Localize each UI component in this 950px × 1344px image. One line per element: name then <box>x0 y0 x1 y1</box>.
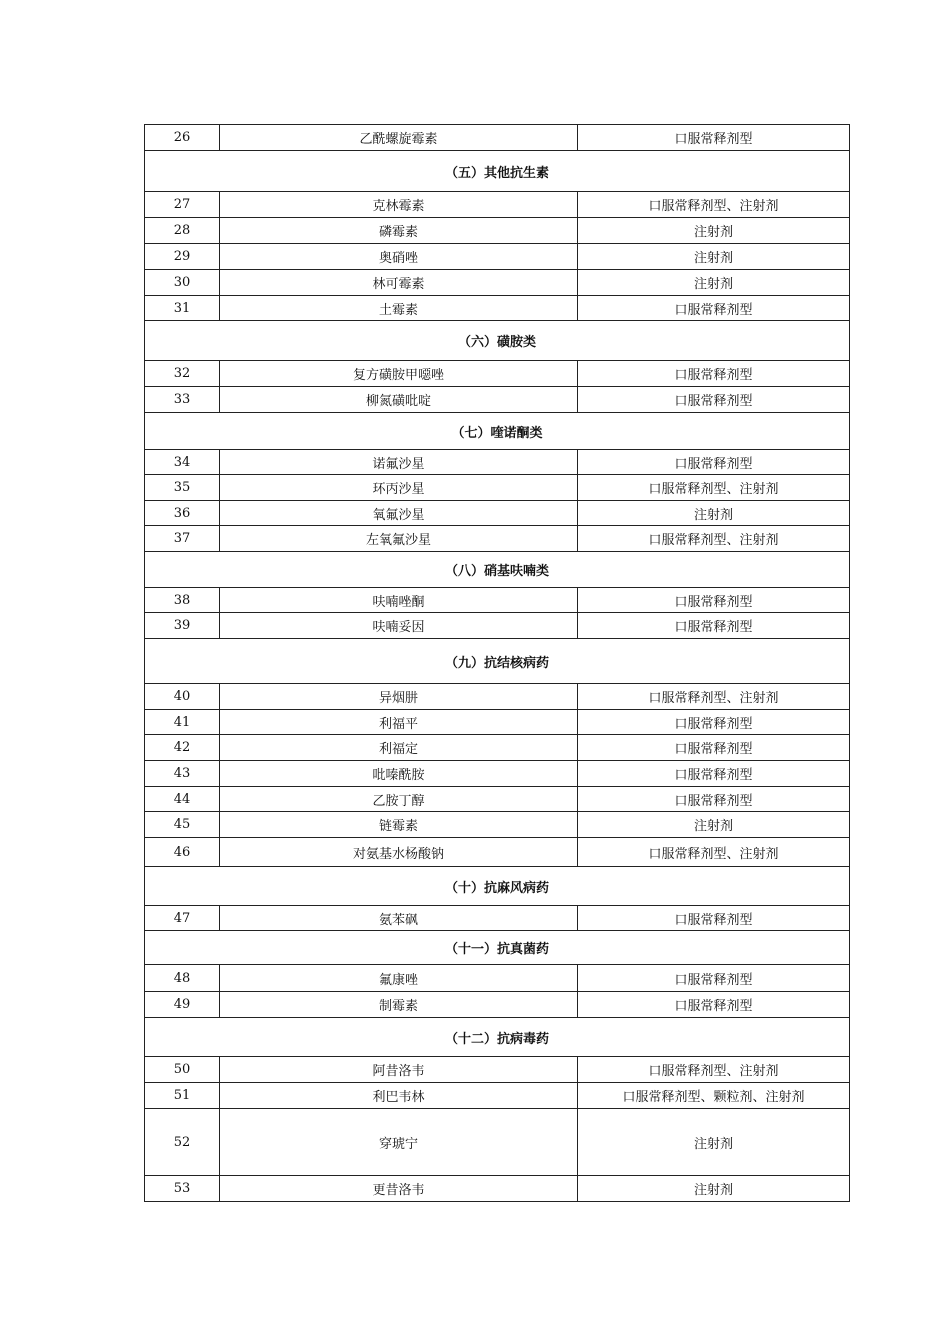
section-title: （七）喹诺酮类 <box>145 413 850 450</box>
drug-row <box>145 387 850 413</box>
dosage-form: 口服常释剂型、注射剂 <box>578 838 850 867</box>
drug-row <box>145 218 850 244</box>
drug-name: 呋喃妥因 <box>220 613 578 639</box>
drug-row <box>145 684 850 710</box>
dosage-form: 口服常释剂型 <box>578 125 850 151</box>
item-number: 41 <box>145 710 220 735</box>
dosage-form: 口服常释剂型 <box>578 761 850 787</box>
dosage-form: 注射剂 <box>578 218 850 244</box>
dosage-form: 口服常释剂型 <box>578 992 850 1018</box>
drug-name: 土霉素 <box>220 296 578 321</box>
item-number: 36 <box>145 501 220 526</box>
drug-row <box>145 1057 850 1083</box>
item-number: 49 <box>145 992 220 1018</box>
dosage-form: 口服常释剂型、注射剂 <box>578 1057 850 1083</box>
drug-name: 呋喃唑酮 <box>220 588 578 613</box>
dosage-form: 口服常释剂型 <box>578 387 850 413</box>
section-header-row <box>145 931 850 965</box>
drug-name: 诺氟沙星 <box>220 450 578 475</box>
drug-row <box>145 588 850 613</box>
dosage-form: 口服常释剂型 <box>578 450 850 475</box>
item-number: 40 <box>145 684 220 710</box>
drug-name: 利巴韦林 <box>220 1083 578 1109</box>
dosage-form: 口服常释剂型、注射剂 <box>578 192 850 218</box>
drug-name: 林可霉素 <box>220 270 578 296</box>
drug-row <box>145 906 850 931</box>
item-number: 44 <box>145 787 220 812</box>
drug-name: 氨苯砜 <box>220 906 578 931</box>
drug-name: 吡嗪酰胺 <box>220 761 578 787</box>
dosage-form: 口服常释剂型 <box>578 361 850 387</box>
drug-name: 氟康唑 <box>220 965 578 992</box>
drug-name: 链霉素 <box>220 812 578 838</box>
drug-name: 对氨基水杨酸钠 <box>220 838 578 867</box>
section-title: （五）其他抗生素 <box>145 151 850 192</box>
item-number: 43 <box>145 761 220 787</box>
drug-name: 更昔洛韦 <box>220 1176 578 1202</box>
item-number: 27 <box>145 192 220 218</box>
drug-name: 乙酰螺旋霉素 <box>220 125 578 151</box>
drug-list-table <box>144 124 850 1202</box>
drug-row <box>145 244 850 270</box>
item-number: 28 <box>145 218 220 244</box>
section-header-row <box>145 151 850 192</box>
dosage-form: 口服常释剂型 <box>578 787 850 812</box>
drug-row <box>145 1176 850 1202</box>
dosage-form: 注射剂 <box>578 1176 850 1202</box>
drug-row <box>145 125 850 151</box>
dosage-form: 口服常释剂型 <box>578 296 850 321</box>
dosage-form: 注射剂 <box>578 270 850 296</box>
item-number: 38 <box>145 588 220 613</box>
drug-name: 氧氟沙星 <box>220 501 578 526</box>
item-number: 34 <box>145 450 220 475</box>
item-number: 32 <box>145 361 220 387</box>
drug-row <box>145 1109 850 1176</box>
item-number: 45 <box>145 812 220 838</box>
section-title: （十）抗麻风病药 <box>145 867 850 906</box>
dosage-form: 口服常释剂型 <box>578 965 850 992</box>
dosage-form: 注射剂 <box>578 244 850 270</box>
dosage-form: 口服常释剂型、颗粒剂、注射剂 <box>578 1083 850 1109</box>
item-number: 42 <box>145 735 220 761</box>
item-number: 26 <box>145 125 220 151</box>
drug-name: 奥硝唑 <box>220 244 578 270</box>
drug-row <box>145 812 850 838</box>
drug-name: 左氧氟沙星 <box>220 526 578 552</box>
dosage-form: 口服常释剂型、注射剂 <box>578 526 850 552</box>
drug-name: 利福定 <box>220 735 578 761</box>
item-number: 37 <box>145 526 220 552</box>
drug-name: 复方磺胺甲噁唑 <box>220 361 578 387</box>
section-title: （十一）抗真菌药 <box>145 931 850 965</box>
section-title: （十二）抗病毒药 <box>145 1018 850 1057</box>
dosage-form: 口服常释剂型 <box>578 588 850 613</box>
dosage-form: 口服常释剂型 <box>578 613 850 639</box>
drug-row <box>145 838 850 867</box>
section-title: （六）磺胺类 <box>145 321 850 361</box>
drug-row <box>145 735 850 761</box>
item-number: 39 <box>145 613 220 639</box>
drug-row <box>145 501 850 526</box>
item-number: 50 <box>145 1057 220 1083</box>
dosage-form: 口服常释剂型 <box>578 735 850 761</box>
item-number: 35 <box>145 475 220 501</box>
drug-row <box>145 1083 850 1109</box>
drug-row <box>145 613 850 639</box>
drug-name: 克林霉素 <box>220 192 578 218</box>
drug-name: 制霉素 <box>220 992 578 1018</box>
dosage-form: 注射剂 <box>578 1109 850 1176</box>
section-header-row <box>145 639 850 684</box>
drug-row <box>145 787 850 812</box>
section-header-row <box>145 1018 850 1057</box>
dosage-form: 口服常释剂型、注射剂 <box>578 684 850 710</box>
drug-row <box>145 296 850 321</box>
section-header-row <box>145 321 850 361</box>
drug-row <box>145 761 850 787</box>
drug-name: 环丙沙星 <box>220 475 578 501</box>
section-header-row <box>145 552 850 588</box>
section-title: （八）硝基呋喃类 <box>145 552 850 588</box>
drug-row <box>145 710 850 735</box>
dosage-form: 口服常释剂型 <box>578 906 850 931</box>
item-number: 51 <box>145 1083 220 1109</box>
section-title: （九）抗结核病药 <box>145 639 850 684</box>
drug-row <box>145 526 850 552</box>
drug-list-body <box>145 125 850 1202</box>
drug-row <box>145 192 850 218</box>
item-number: 31 <box>145 296 220 321</box>
dosage-form: 注射剂 <box>578 501 850 526</box>
section-header-row <box>145 413 850 450</box>
drug-row <box>145 361 850 387</box>
item-number: 33 <box>145 387 220 413</box>
drug-name: 穿琥宁 <box>220 1109 578 1176</box>
drug-name: 异烟肼 <box>220 684 578 710</box>
drug-name: 利福平 <box>220 710 578 735</box>
item-number: 30 <box>145 270 220 296</box>
item-number: 53 <box>145 1176 220 1202</box>
dosage-form: 口服常释剂型 <box>578 710 850 735</box>
drug-name: 乙胺丁醇 <box>220 787 578 812</box>
item-number: 48 <box>145 965 220 992</box>
section-header-row <box>145 867 850 906</box>
drug-row <box>145 270 850 296</box>
drug-row <box>145 450 850 475</box>
drug-row <box>145 475 850 501</box>
drug-name: 磷霉素 <box>220 218 578 244</box>
item-number: 47 <box>145 906 220 931</box>
drug-name: 柳氮磺吡啶 <box>220 387 578 413</box>
drug-name: 阿昔洛韦 <box>220 1057 578 1083</box>
drug-row <box>145 965 850 992</box>
item-number: 46 <box>145 838 220 867</box>
item-number: 29 <box>145 244 220 270</box>
item-number: 52 <box>145 1109 220 1176</box>
dosage-form: 注射剂 <box>578 812 850 838</box>
drug-row <box>145 992 850 1018</box>
dosage-form: 口服常释剂型、注射剂 <box>578 475 850 501</box>
